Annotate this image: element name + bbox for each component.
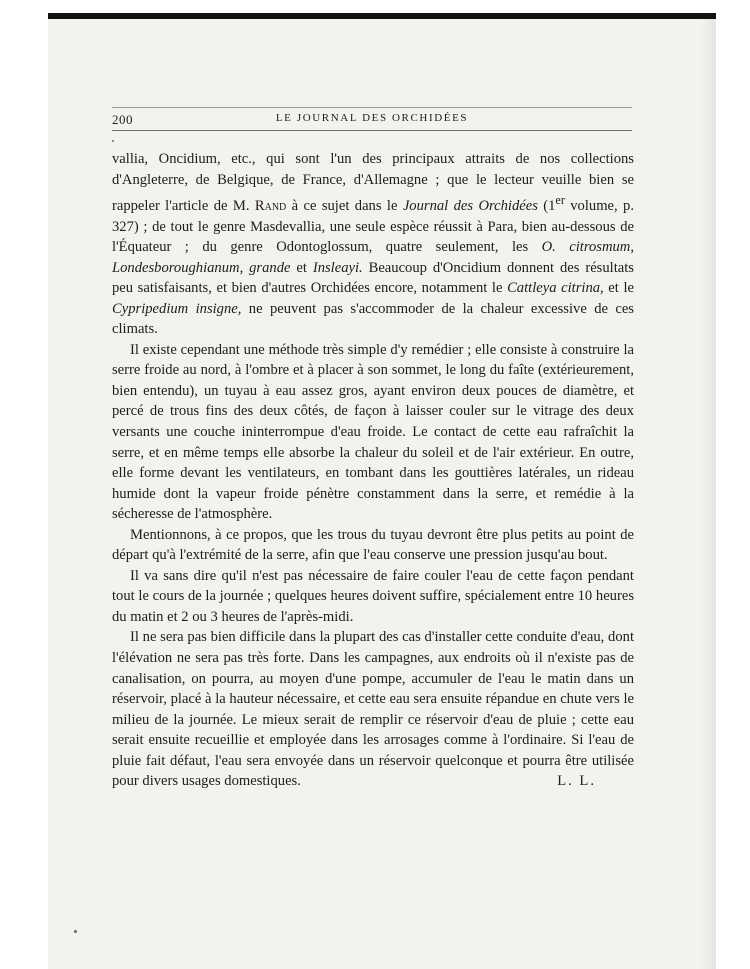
text-run: ne peuvent pas s'accommoder de la chaleur excessive de ces climats.	[112, 300, 634, 338]
author-name: Rand	[254, 197, 287, 214]
text-run: à ce sujet dans le	[286, 197, 403, 214]
signature: L. L.	[557, 773, 596, 790]
text-run: et	[290, 259, 313, 276]
header-rule	[112, 130, 632, 131]
species-names: O. citrosmum, Londesboroughianum, grande	[112, 239, 634, 276]
header-rule-top	[112, 107, 632, 108]
species-name: Insleayi.	[312, 259, 363, 276]
superscript: er	[555, 193, 565, 208]
paper-speck	[112, 140, 114, 142]
text-run: vallia, Oncidium, etc., qui sont l'un des principaux attraits de nos collections d'Angleterre, de Belgique, de France, d'Allemagne ; que le lecteur veuille bien se rappeler l'article de M.	[112, 151, 634, 214]
paragraph-2: Il existe cependant une méthode très simple d'y remédier ; elle consiste à construire la serre froide au nord, à l'ombre et à placer à son sommet, le long du faîte (extérieurement, bien entendu), un tuyau à eau assez gros, ayant environ deux pouces de diamètre, et percé de trous fins des deux côtés, de façon à laisser couler sur le vitrage des deux versants une couche ininterrompue d'eau froide. Le contact de cette eau rafraîchit la serre, et en même temps elle absorbe la chaleur du soleil et de l'air extérieur. En outre, elle forme devant les ventilateurs, en tombant dans les gouttières latérales, un rideau humide dont la vapeur froide pénètre constamment dans la serre, et remédie à la sécheresse de l'atmosphère.	[112, 341, 634, 523]
paragraph-1	[112, 149, 634, 340]
paragraph-4: Il va sans dire qu'il n'est pas nécessaire de faire couler l'eau de cette façon pendant tout le cours de la journée ; quelques heures doivent suffire, spécialement entre 10 heures du matin et 2 ou 3 heures de l'après-midi.	[112, 567, 634, 625]
paragraph-5	[112, 627, 634, 791]
species-name: Cypripedium insigne,	[112, 300, 242, 317]
page-header	[112, 107, 632, 131]
text-run: Beaucoup d'Oncidium donnent des résultats peu satisfaisants, et bien d'autres Orchidées encore, notamment le	[112, 259, 634, 297]
page-edge-shadow	[700, 19, 716, 969]
text-run: et le	[603, 280, 634, 297]
text-run: Il ne sera pas bien difficile dans la plupart des cas d'installer cette conduite d'eau, dont l'élévation ne sera pas très forte. Dans les campagnes, aux endroits où il n'existe pas de canalisation, on pourra, au moyen d'une pompe, accumuler de l'eau le matin dans un réservoir, placé à la hauteur nécessaire, et cette eau sera ensuite répandue en chute vers le milieu de la journée. Le mieux serait de remplir ce réservoir d'eau de pluie ; cette eau serait ensuite recueillie et employée dans les arrosages comme à l'ordinaire. Si l'eau de pluie fait défaut, l'eau sera envoyée dans un réservoir quelconque et pourra être utilisée pour divers usages domestiques.	[112, 629, 634, 790]
text-run: volume, p. 327) ; de tout le genre Masdevallia, une seule espèce réussit à Para, bien au-dessous de l'Équateur ; du genre Odontoglossum, quatre seulement, les	[112, 197, 635, 256]
species-name: Cattleya citrina,	[507, 280, 604, 297]
text-run: (1	[537, 197, 556, 214]
article-body	[112, 149, 634, 792]
journal-title: Journal des Orchidées	[402, 197, 538, 214]
paper-speck	[74, 930, 77, 933]
page-number: 200	[112, 112, 133, 127]
running-head: LE JOURNAL DES ORCHIDÉES	[275, 112, 469, 124]
paragraph-3: Mentionnons, à ce propos, que les trous du tuyau devront être plus petits au point de départ qu'à l'extrémité de la serre, afin que l'eau conserve une pression jusqu'au bout.	[112, 526, 634, 564]
